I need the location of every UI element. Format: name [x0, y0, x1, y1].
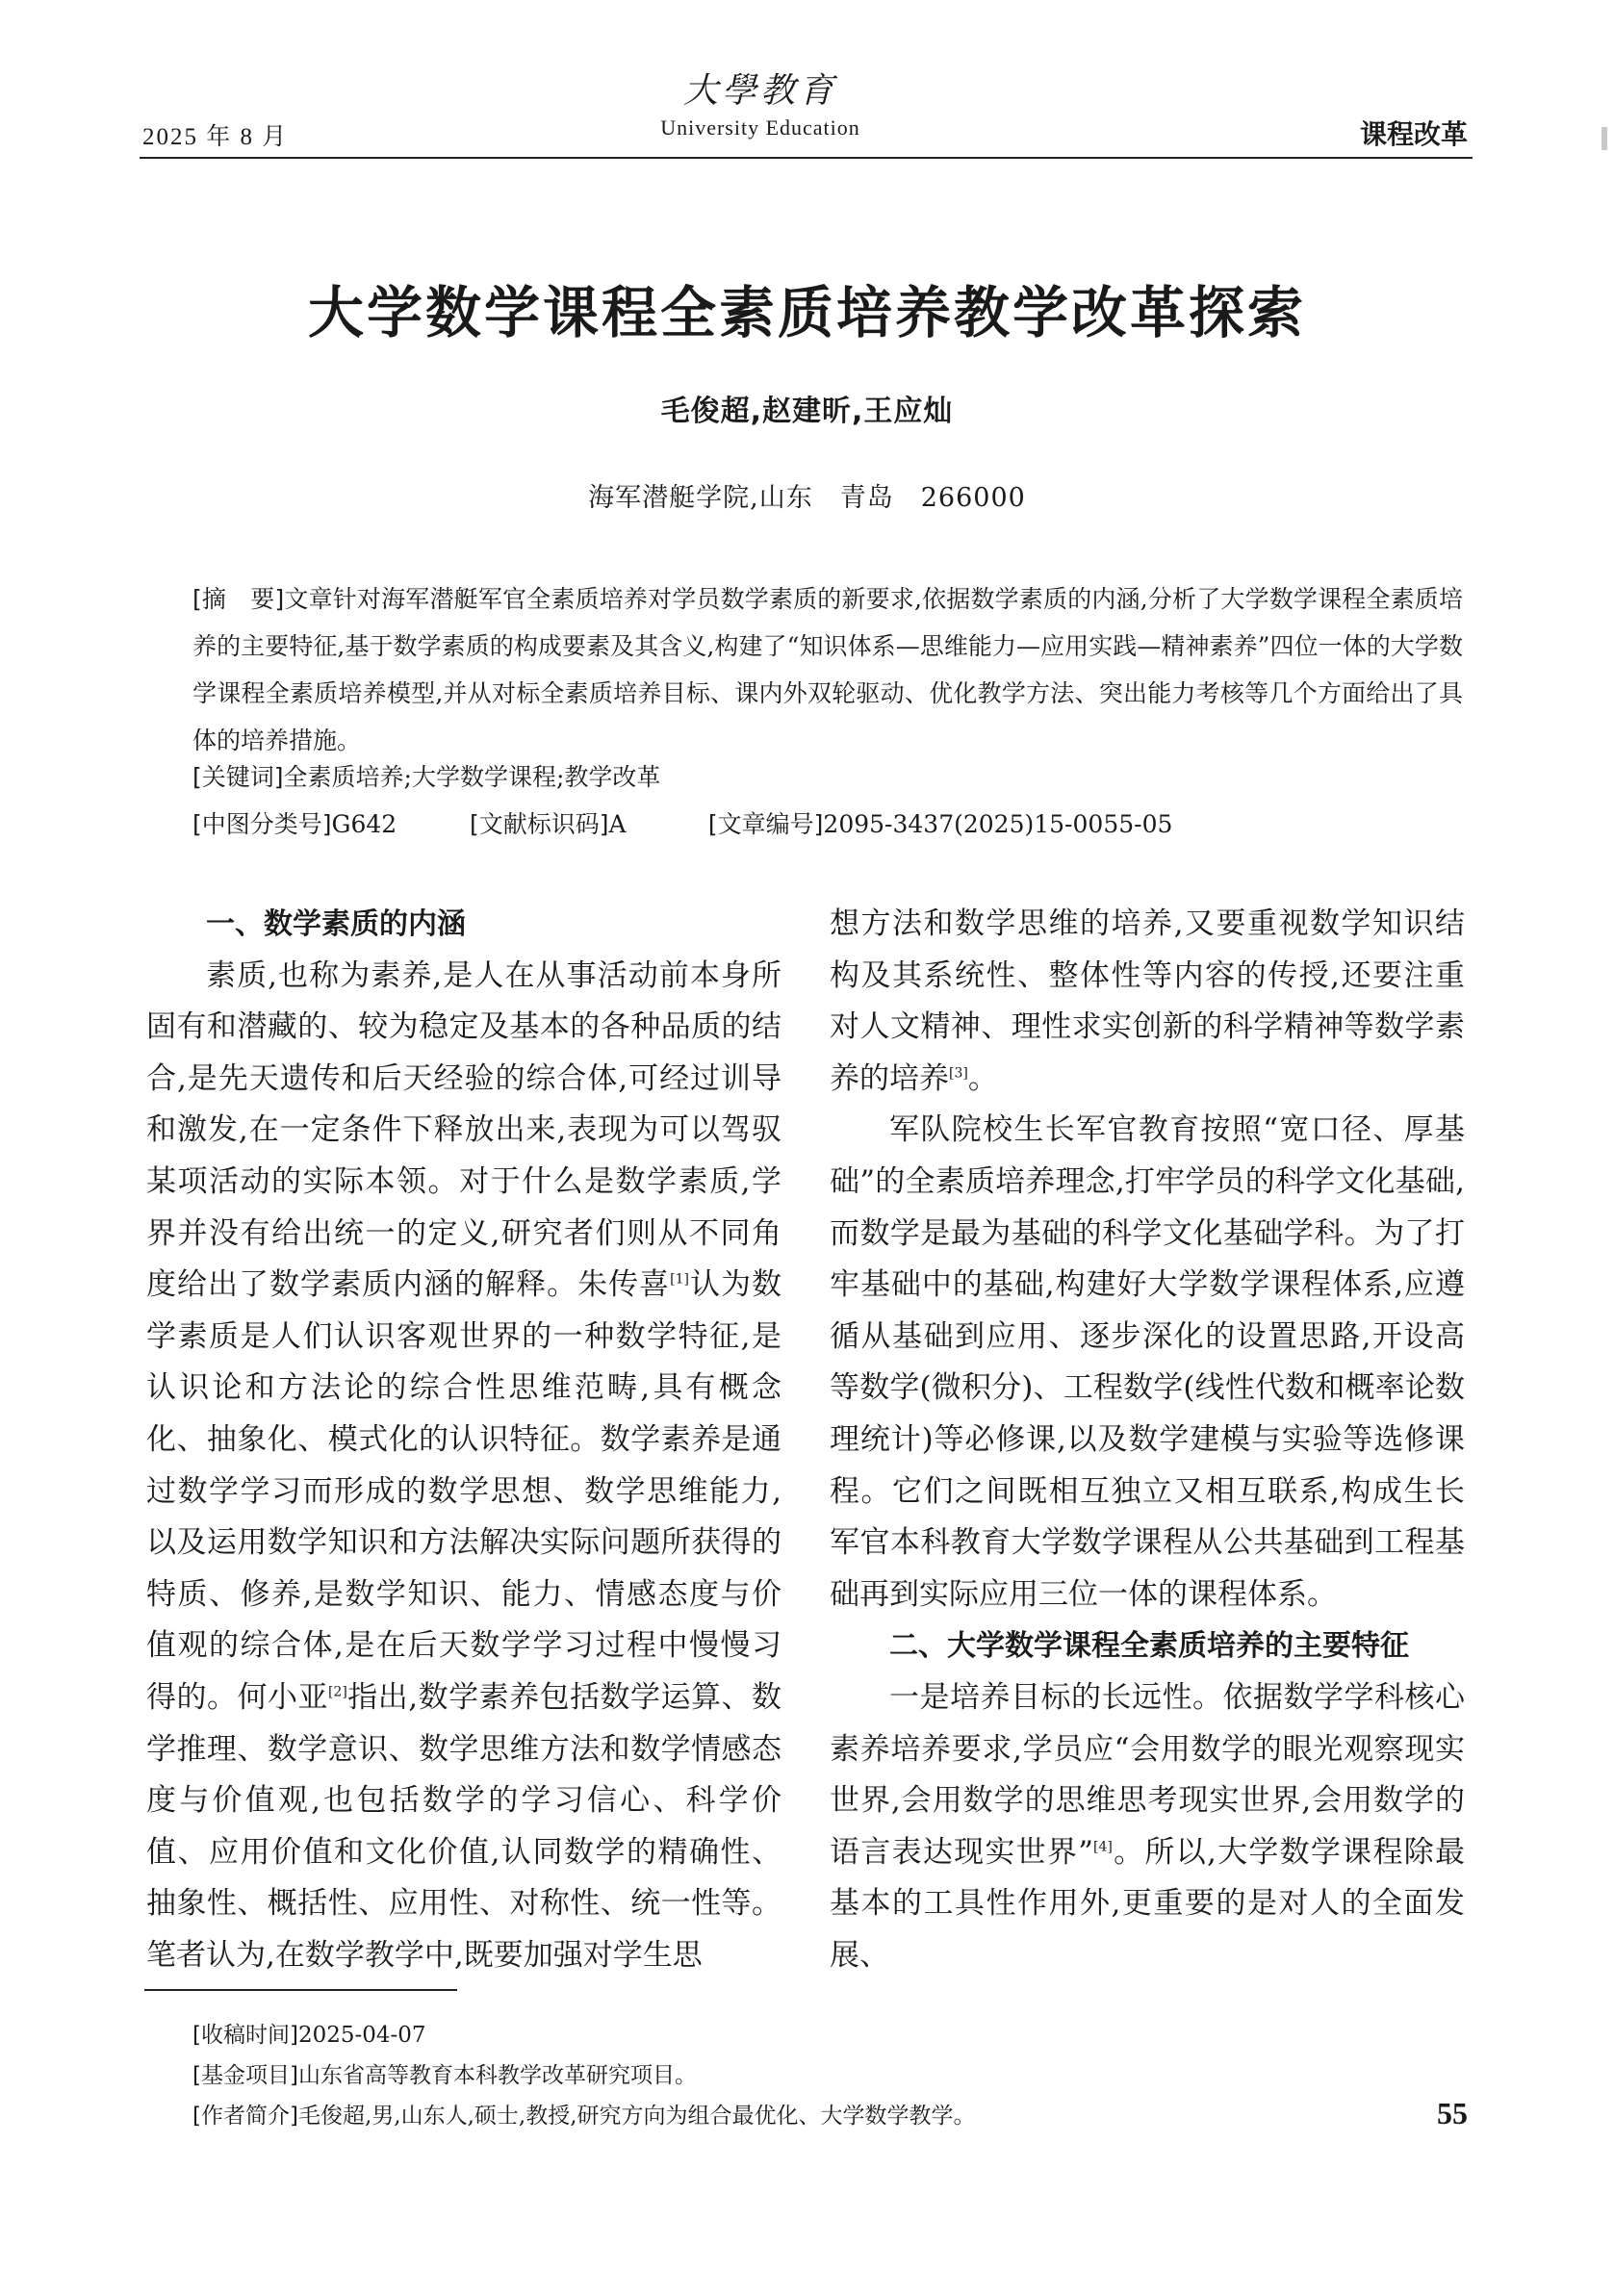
- paragraph-1: 素质,也称为素养,是人在从事活动前本身所固有和潜藏的、较为稳定及基本的各种品质的结合,是先天遗传和后天经验的综合体,可经过训导和激发,在一定条件下释放出来,表现为可以驾驭某项活动的实际本领。对于什么是数学素质,学界并没有给出统一的定义,研究者们则从不同角度给出了数学素质内涵的解释。朱传喜[1]认为数学素质是人们认识客观世界的一种数学特征,是认识论和方法论的综合性思维范畴,具有概念化、抽象化、模式化的认识特征。数学素养是通过数学学习而形成的数学思想、数学思维能力,以及运用数学知识和方法解决实际问题所获得的特质、修养,是数学知识、能力、情感态度与价值观的综合体,是在后天数学学习过程中慢慢习得的。何小亚[2]指出,数学素养包括数学运算、数学推理、数学意识、数学思维方法和数学情感态度与价值观,也包括数学的学习信心、科学价值、应用价值和文化价值,认同数学的精确性、抽象性、概括性、应用性、对称性、统一性等。笔者认为,在数学教学中,既要加强对学生思: [146, 957, 782, 1973]
- abstract: [192, 575, 1463, 764]
- left-column: [146, 899, 781, 1981]
- clc-value: G642: [331, 810, 397, 838]
- citation-2[interactable]: [2]: [327, 1684, 347, 1700]
- header-rule: [140, 157, 1473, 159]
- issue-date: 2025 年 8 月: [142, 124, 289, 150]
- abstract-label: [摘 要]: [192, 585, 285, 613]
- article-affiliation: 海军潜艇学院,山东 青岛 266000: [588, 483, 1026, 513]
- journal-logo: 大學教育: [682, 71, 837, 111]
- citation-1[interactable]: [1]: [670, 1271, 689, 1288]
- article-title: 大学数学课程全素质培养教学改革探索: [307, 280, 1306, 345]
- page-number: 55: [1437, 2096, 1468, 2130]
- section-2-title: 二、大学数学课程全素质培养的主要特征: [889, 1629, 1409, 1664]
- column-name: 课程改革: [1359, 118, 1468, 150]
- keywords-line: [192, 758, 660, 793]
- journal-english-name: University Education: [660, 115, 860, 140]
- citation-4[interactable]: [4]: [1093, 1839, 1113, 1855]
- footnote-received: [收稿时间]2025-04-07: [192, 2023, 426, 2048]
- article-authors: 毛俊超,赵建昕,王应灿: [660, 395, 954, 428]
- doc-code-value: A: [608, 810, 627, 838]
- scrollbar-mark: [1601, 127, 1607, 150]
- paragraph-2: 军队院校生长军官教育按照“宽口径、厚基础”的全素质培养理念,打牢学员的科学文化基础,而数学是最为基础的科学文化基础学科。为了打牢基础中的基础,构建好大学数学课程体系,应遵循从基础到应用、逐步深化的设置思路,开设高等数学(微积分)、工程数学(线性代数和概率论数理统计)等必修课,以及数学建模与实验等选修课程。它们之间既相互独立又相互联系,构成生长军官本科教育大学数学课程从公共基础到工程基础再到实际应用三位一体的课程体系。: [830, 1112, 1465, 1612]
- footnote-fund: [基金项目]山东省高等教育本科教学改革研究项目。: [192, 2063, 697, 2088]
- citation-3[interactable]: [3]: [949, 1065, 968, 1082]
- classification-line: [192, 805, 1172, 840]
- doc-code-label: [文献标识码]: [469, 810, 609, 838]
- keywords-label: [关键词]: [192, 763, 284, 791]
- footnote-rule: [144, 1989, 457, 1991]
- abstract-text: 文章针对海军潜艇军官全素质培养对学员数学素质的新要求,依据数学素质的内涵,分析了大学数学课程全素质培养的主要特征,基于数学素质的构成要素及其含义,构建了“知识体系—思维能力—应用实践—精神素养”四位一体的大学数学课程全素质培养模型,并从对标全素质培养目标、课内外双轮驱动、优化教学方法、突出能力考核等几个方面给出了具体的培养措施。: [192, 585, 1463, 754]
- paragraph-3: 一是培养目标的长远性。依据数学学科核心素养培养要求,学员应“会用数学的眼光观察现实世界,会用数学的思维思考现实世界,会用数学的语言表达现实世界”[4]。所以,大学数学课程除最基本的工具性作用外,更重要的是对人的全面发展、: [830, 1679, 1465, 1973]
- clc-label: [中图分类号]: [192, 810, 332, 838]
- keywords-text: 全素质培养;大学数学课程;教学改革: [283, 763, 661, 791]
- section-1-title: 一、数学素质的内涵: [206, 907, 466, 941]
- footnote-author: [作者简介]毛俊超,男,山东人,硕士,教授,研究方向为组合最优化、大学数学教学。: [192, 2104, 976, 2129]
- article-no-value: 2095-3437(2025)15-0055-05: [823, 810, 1173, 838]
- paragraph-1-continued: 想方法和数学思维的培养,又要重视数学知识结构及其系统性、整体性等内容的传授,还要注重对人文精神、理性求实创新的科学精神等数学素养的培养[3]。: [830, 906, 1465, 1096]
- right-column: [830, 899, 1465, 1981]
- article-no-label: [文章编号]: [707, 810, 824, 838]
